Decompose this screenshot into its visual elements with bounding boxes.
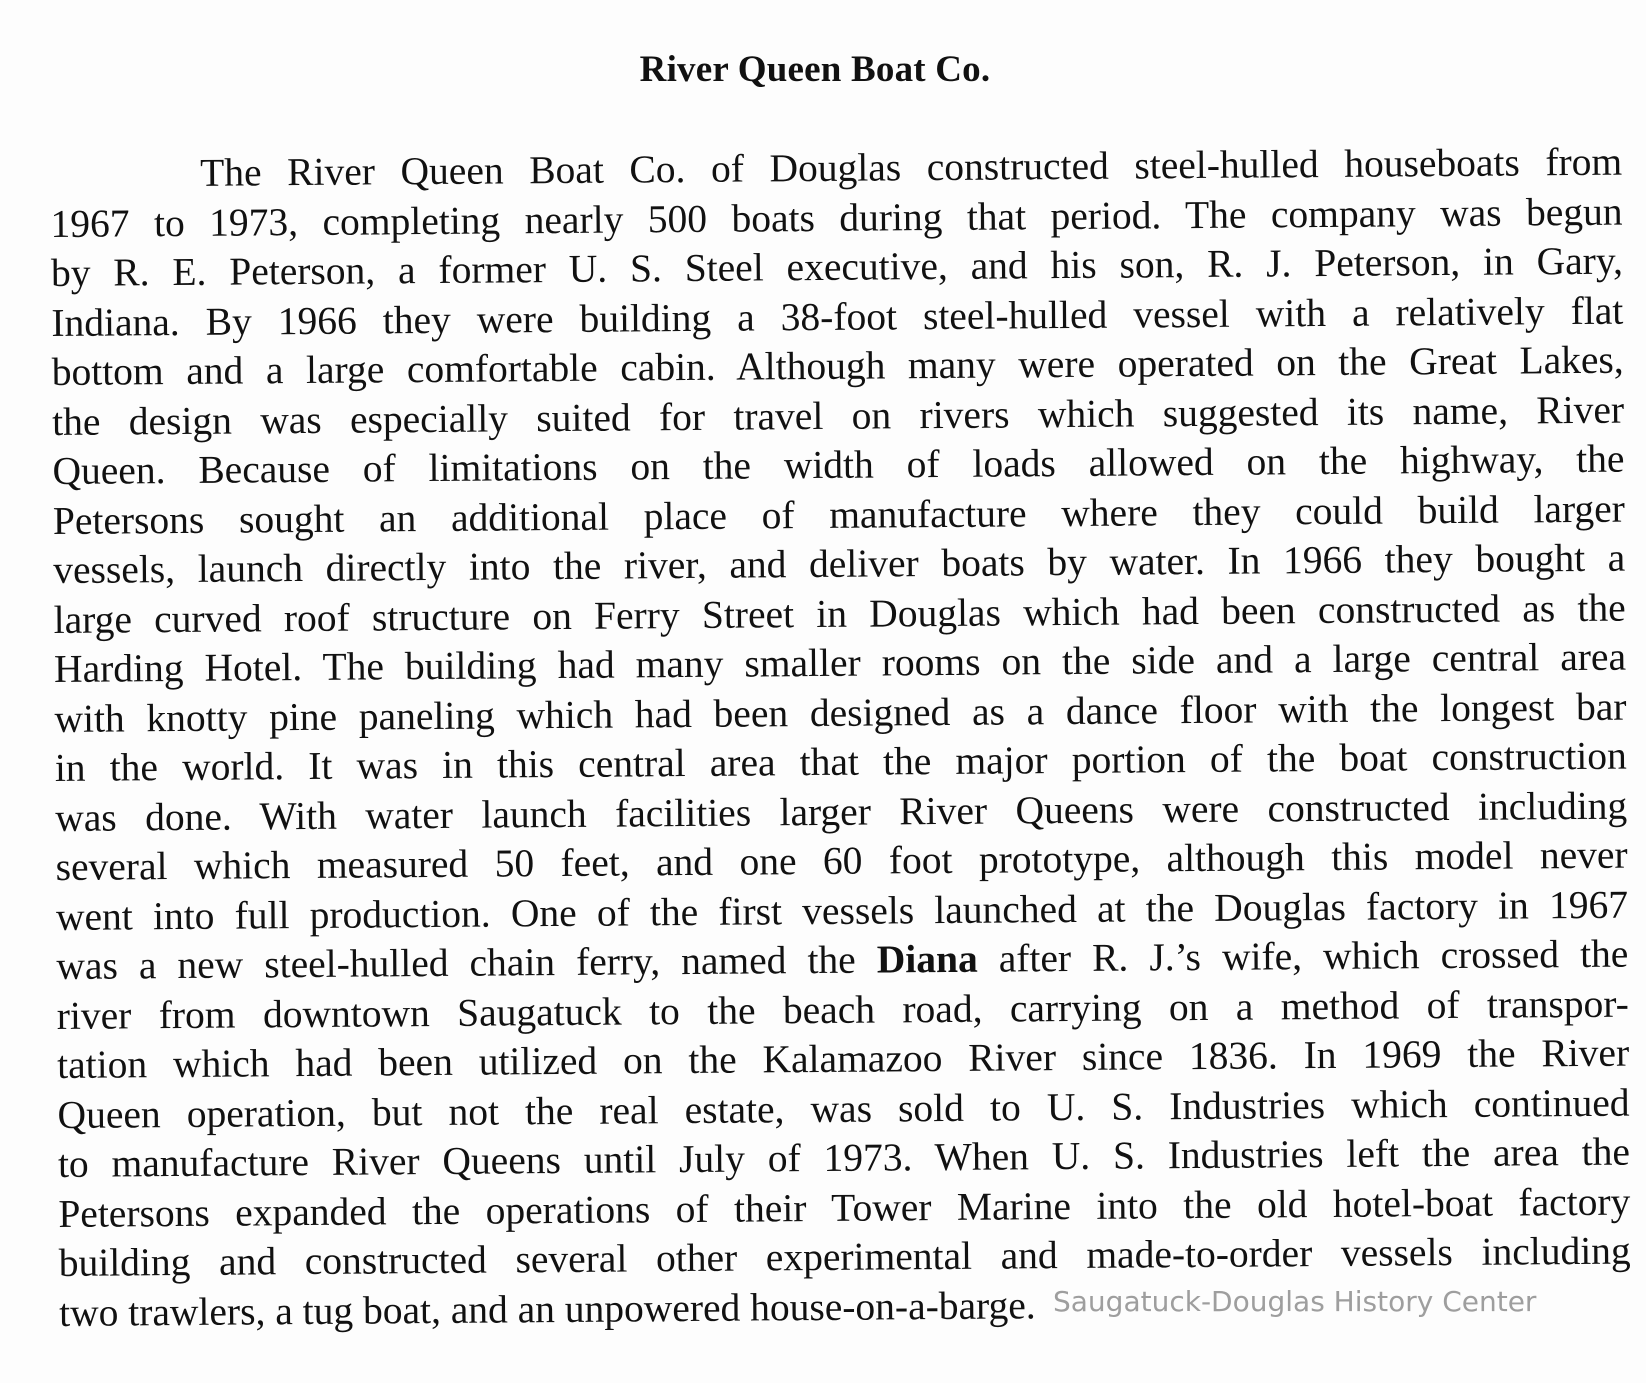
- text-line: the design was especially suited for travel on rivers which suggested its name, River: [51, 387, 1625, 444]
- text-line: with knotty pine paneling which had been designed as a dance floor with the longest bar: [54, 684, 1627, 741]
- text-line: several which measured 50 feet, and one 60 foot prototype, although this model never: [55, 832, 1628, 889]
- text-fragment: was a new steel-hulled chain ferry, named the: [56, 937, 877, 988]
- text-line: Petersons sought an additional place of manufacture where they could build larger: [52, 486, 1626, 543]
- text-line: tation which had been utilized on the Kalamazoo River since 1836. In 1969 the River: [57, 1030, 1630, 1087]
- text-line: 1967 to 1973, completing nearly 500 boats during that period. The company was begun: [50, 189, 1623, 246]
- text-line: building and constructed several other experimental and made-to-order vessels including: [58, 1228, 1631, 1285]
- text-line-last: two trawlers, a tug boat, and an unpowered house-on-a-barge.: [58, 1282, 1036, 1335]
- text-line: Indiana. By 1966 they were building a 38-foot steel-hulled vessel with a relatively flat: [51, 288, 1624, 345]
- body-paragraph: [50, 138, 1631, 1338]
- text-line: vessels, launch directly into the river, and deliver boats by water. In 1966 they bought a: [53, 535, 1626, 592]
- ferry-name-bold: Diana: [876, 936, 978, 982]
- text-line: The River Queen Boat Co. of Douglas constructed steel-hulled houseboats from: [200, 139, 1623, 195]
- text-line: by R. E. Peterson, a former U. S. Steel executive, and his son, R. J. Peterson, in Gary,: [50, 238, 1624, 295]
- text-line: was done. With water launch facilities larger River Queens were constructed including: [55, 783, 1628, 840]
- text-line: river from downtown Saugatuck to the beach road, carrying on a method of transpor-: [56, 981, 1629, 1038]
- text-line: went into full production. One of the first vessels launched at the Douglas factory in 1967: [55, 882, 1629, 939]
- text-fragment: after R. J.’s wife, which crossed the: [977, 931, 1629, 981]
- watermark: Saugatuck-Douglas History Center: [1053, 1285, 1537, 1318]
- text-line: in the world. It was in this central area that the major portion of the boat construction: [54, 733, 1627, 790]
- text-line: large curved roof structure on Ferry Street in Douglas which had been constructed as the: [53, 585, 1626, 642]
- text-line: Queen operation, but not the real estate, was sold to U. S. Industries which continued: [57, 1080, 1630, 1137]
- text-line: Queen. Because of limitations on the width of loads allowed on the highway, the: [52, 436, 1625, 493]
- text-line: Petersons expanded the operations of their Tower Marine into the old hotel-boat factory: [58, 1179, 1631, 1236]
- text-line: bottom and a large comfortable cabin. Although many were operated on the Great Lakes,: [51, 337, 1624, 394]
- text-line: to manufacture River Queens until July of 1973. When U. S. Industries left the area the: [57, 1129, 1631, 1186]
- document-title: River Queen Boat Co.: [639, 49, 991, 90]
- text-line: Harding Hotel. The building had many smaller rooms on the side and a large central area: [53, 634, 1627, 691]
